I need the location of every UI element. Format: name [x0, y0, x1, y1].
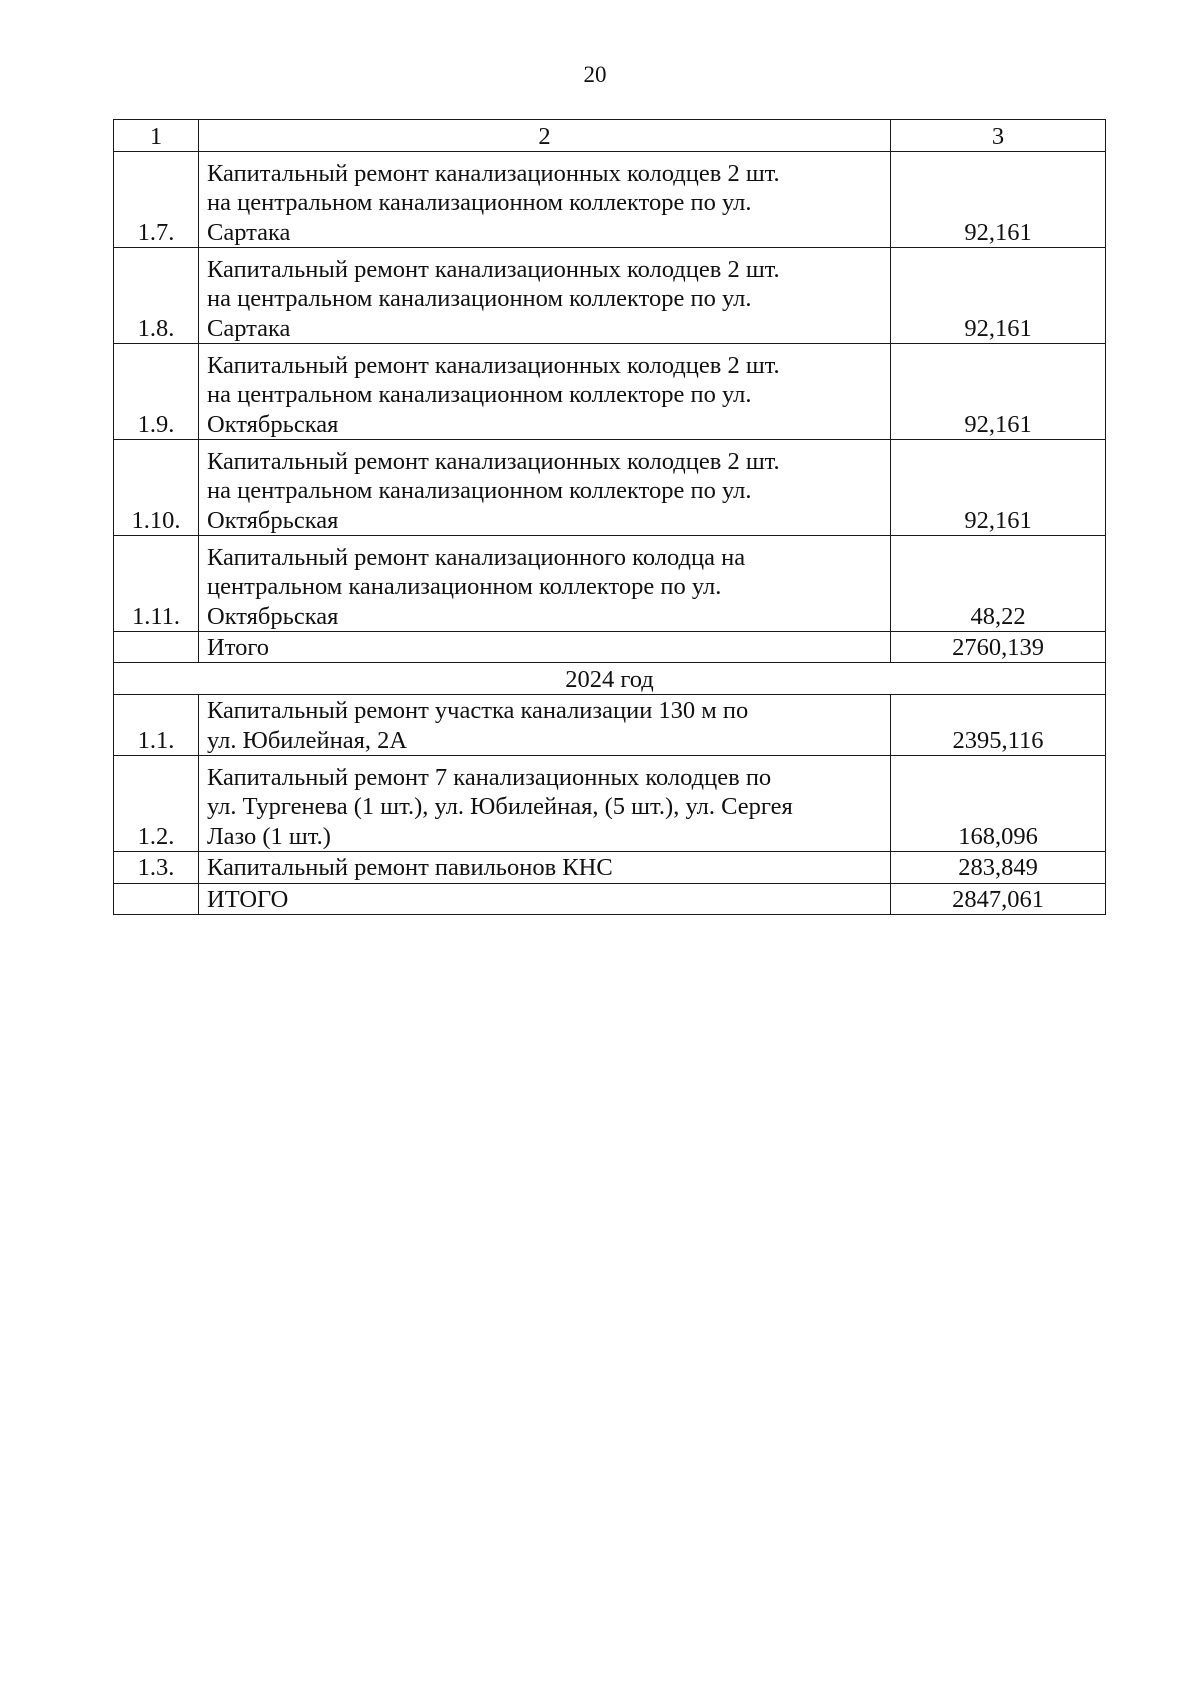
item-value: 283,849: [891, 852, 1106, 883]
item-description: [199, 852, 891, 883]
year-section-title: 2024 год: [114, 663, 1106, 695]
total-value: 2760,139: [891, 632, 1106, 663]
item-number: 1.3.: [114, 852, 199, 883]
item-value: 92,161: [891, 440, 1106, 536]
description-line: Капитальный ремонт канализационных колодцев 2 шт.: [207, 159, 780, 187]
table-row: [114, 852, 1106, 883]
item-number: 1.7.: [114, 152, 199, 248]
total-label: ИТОГО: [199, 883, 891, 914]
description-line: ул. Юбилейная, 2А: [207, 726, 408, 754]
description-line: Лазо (1 шт.): [207, 822, 331, 850]
year-section-row: [114, 663, 1106, 695]
description-line: Капитальный ремонт павильонов КНС: [207, 854, 613, 882]
description-line: Октябрьская: [207, 410, 339, 438]
table-row: [114, 536, 1106, 632]
item-number: 1.9.: [114, 344, 199, 440]
item-value: 92,161: [891, 344, 1106, 440]
description-line: на центральном канализационном коллекторе по ул.: [207, 477, 752, 505]
item-description: [199, 695, 891, 756]
description-line: на центральном канализационном коллекторе по ул.: [207, 189, 752, 217]
item-value: 92,161: [891, 248, 1106, 344]
description-line: Октябрьская: [207, 506, 339, 534]
total-row-2023: [114, 632, 1106, 663]
item-value: 168,096: [891, 756, 1106, 852]
item-description: [199, 440, 891, 536]
description-line: ул. Тургенева (1 шт.), ул. Юбилейная, (5 шт.), ул. Сергея: [207, 793, 793, 821]
item-value: 2395,116: [891, 695, 1106, 756]
table-row: [114, 248, 1106, 344]
works-table: [113, 119, 1106, 915]
description-line: Капитальный ремонт канализационных колодцев 2 шт.: [207, 351, 780, 379]
item-number: 1.1.: [114, 695, 199, 756]
table-body: [114, 120, 1106, 915]
table-row: [114, 152, 1106, 248]
description-line: Капитальный ремонт канализационных колодцев 2 шт.: [207, 255, 780, 283]
total-label: Итого: [199, 632, 891, 663]
total-value: 2847,061: [891, 883, 1106, 914]
header-cell-2: 2: [199, 120, 891, 152]
item-description: [199, 344, 891, 440]
header-cell-3: 3: [891, 120, 1106, 152]
total-empty-cell: [114, 632, 199, 663]
description-line: Капитальный ремонт канализационного колодца на: [207, 543, 746, 571]
total-row-2024: [114, 883, 1106, 914]
item-description: [199, 756, 891, 852]
description-line: Сартака: [207, 314, 291, 342]
item-number: 1.10.: [114, 440, 199, 536]
table-row: [114, 344, 1106, 440]
description-line: на центральном канализационном коллекторе по ул.: [207, 285, 752, 313]
description-line: центральном канализационном коллекторе по ул.: [207, 573, 722, 601]
description-line: на центральном канализационном коллекторе по ул.: [207, 381, 752, 409]
table-row: [114, 756, 1106, 852]
item-number: 1.11.: [114, 536, 199, 632]
table-row: [114, 695, 1106, 756]
page-number: 20: [583, 62, 607, 87]
description-line: Капитальный ремонт канализационных колодцев 2 шт.: [207, 447, 780, 475]
item-value: 48,22: [891, 536, 1106, 632]
item-number: 1.8.: [114, 248, 199, 344]
description-line: Капитальный ремонт участка канализации 130 м по: [207, 697, 749, 725]
item-number: 1.2.: [114, 756, 199, 852]
table-row: [114, 440, 1106, 536]
total-empty-cell: [114, 883, 199, 914]
description-line: Октябрьская: [207, 602, 339, 630]
item-description: [199, 152, 891, 248]
header-cell-1: 1: [114, 120, 199, 152]
item-description: [199, 536, 891, 632]
item-value: 92,161: [891, 152, 1106, 248]
header-row: [114, 120, 1106, 152]
item-description: [199, 248, 891, 344]
description-line: Сартака: [207, 218, 291, 246]
description-line: Капитальный ремонт 7 канализационных колодцев по: [207, 764, 772, 791]
